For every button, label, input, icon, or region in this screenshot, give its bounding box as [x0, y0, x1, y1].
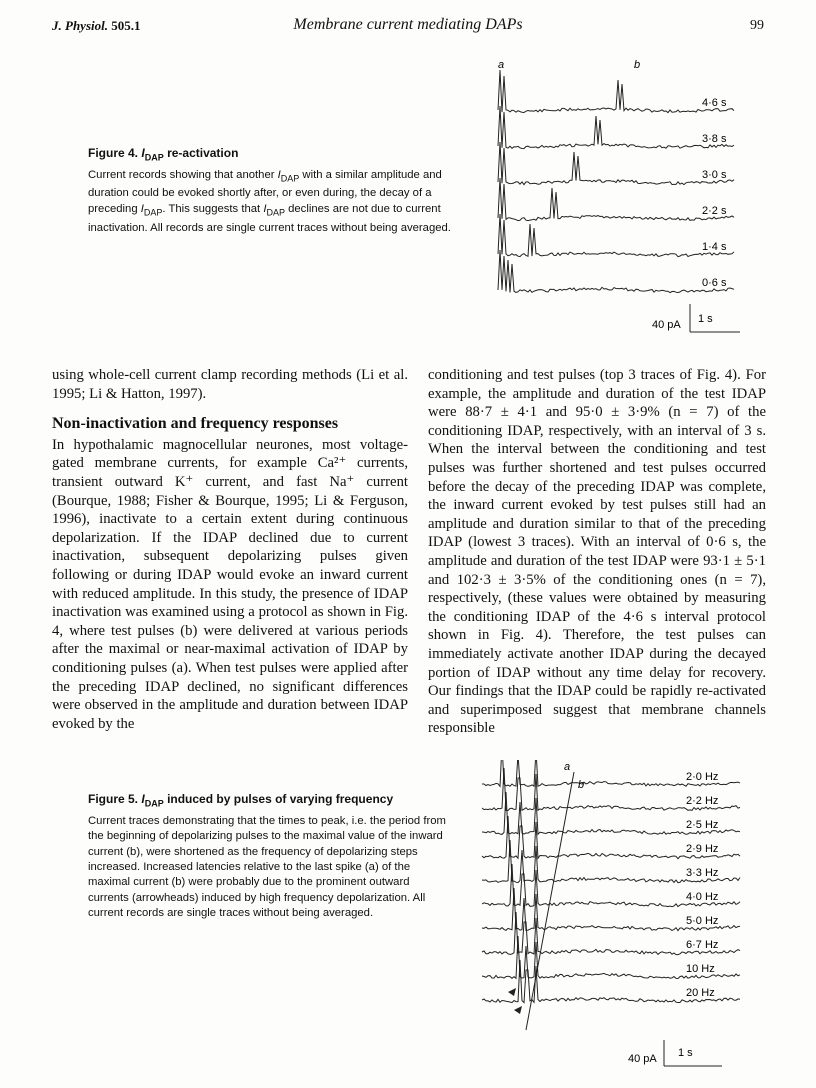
fig5-trace-label: 10 Hz [686, 963, 715, 975]
fig4-trace-label: 3·8 s [702, 133, 727, 145]
arrowhead-icon [508, 988, 516, 996]
fig5-trace-label: 4·0 Hz [686, 891, 719, 903]
fig4-trace [498, 70, 734, 113]
page-number: 99 [750, 18, 764, 33]
arrowhead-icon [514, 1006, 522, 1014]
fig4-label-b: b [634, 59, 641, 71]
fig4-trace [498, 250, 734, 293]
fig4-scale-current: 40 pA [652, 319, 681, 331]
fig4-trace [498, 178, 734, 221]
fig5-trace-label: 2·9 Hz [686, 843, 719, 855]
fig5-trace-label: 6·7 Hz [686, 939, 719, 951]
journal-name: J. Physiol. 505.1 [52, 18, 141, 33]
figure-5-caption [88, 792, 448, 922]
right-body: conditioning and test pulses (top 3 traces of Fig. 4). For example, the amplitude and duration of the test IDAP were 88·7 ± 4·1 and 95·0 ± 3·9% (n = 7) of the conditioning IDAP, respectively, with an interval of 3 s. When the interval between the conditioning and test pulses was further shortened and test pulses occurred before the decay of the preceding IDAP was complete, the inward current evoked by test pulses still had an amplitude and duration similar to that of the preceding IDAP (lowest 3 traces). With an interval of 0·6 s, the amplitude and duration of the test IDAP were 93·1 ± 5·1 and 102·3 ± 3·5% of the conditioning ones (n = 7), respectively, (these values were obtained by measuring the conditioning IDAP of the 4·6 s interval protocol shown in Fig. 4). Therefore, the test pulses can immediately activate another IDAP during the decayed portion of IDAP without any time delay for recovery. Our findings that the IDAP could be rapidly re-activated and superimposed suggest that membrane channels responsible [428, 367, 766, 737]
figure-5-title: Figure 5. $I_{DAP}$ induced by pulses of varying frequency [88, 792, 394, 809]
fig5-trace-label: 3·3 Hz [686, 867, 719, 879]
left-column [52, 366, 408, 733]
fig5-label-b: b [578, 779, 585, 791]
figure-4-title: Figure 4. $I_{DAP}$ re-activation [88, 146, 239, 163]
section-heading: Non-inactivation and frequency responses [52, 415, 339, 433]
fig5-trace-label: 2·5 Hz [686, 819, 719, 831]
fig5-scale-time: 1 s [678, 1047, 693, 1059]
figure-4-traces [480, 56, 750, 340]
journal-volume: 505.1 [111, 18, 141, 33]
fig4-trace-label: 0·6 s [702, 277, 727, 289]
fig5-trace-label: 5·0 Hz [686, 915, 719, 927]
fig5-trace-label: 20 Hz [686, 987, 715, 999]
fig5-scale-current: 40 pA [628, 1053, 657, 1065]
right-column [428, 366, 766, 738]
fig5-trace-label: 2·0 Hz [686, 771, 719, 783]
running-title: Membrane current mediating DAPs [293, 16, 523, 33]
fig4-trace [498, 214, 734, 257]
fig4-trace-label: 3·0 s [702, 169, 727, 181]
fig4-scale-time: 1 s [698, 313, 713, 325]
figure-4-caption [88, 146, 478, 236]
fig4-trace-label: 1·4 s [702, 241, 727, 253]
figure-5-caption-body: Current traces demonstrating that the times to peak, i.e. the period from the beginning of depolarizing pulses to the maximal value of the inward current (b), were shortened as the frequency of depolarizing steps increased. Increased latencies relative to the last spike (a) of the maximal current (b) were probably due to the prominent outward currents (arrowheads) induced by high frequency depolarization. All current records are single traces without being averaged. [88, 814, 446, 920]
fig4-trace-label: 4·6 s [702, 97, 727, 109]
left-body: In hypothalamic magnocellular neurones, most voltage-gated membrane currents, for example Ca²⁺ currents, transient outward K⁺ current, and fast Na⁺ current (Bourque, 1988; Fisher & Bourque, 1995; Li & Ferguson, 1996), inactivate to a certain extent during continuous depolarization. If the IDAP declined due to current inactivation, subsequent depolarizing pulses given following or during IDAP would evoke an inward current with reduced amplitude. In this study, the presence of IDAP inactivation was examined using a protocol as shown in Fig. 4, where test pulses (b) were delivered at various periods after the maximal or near-maximal activation of IDAP by conditioning pulses (a). When test pulses were applied after the preceding IDAP declined, no significant differences were observed in the amplitude and duration between IDAP evoked by the [52, 436, 408, 732]
left-intro: using whole-cell current clamp recording methods (Li et al. 1995; Li & Hatton, 1997). [52, 367, 408, 402]
figure-4-caption-body: Current records showing that another $I_{DAP}$ with a similar amplitude and duration could be evoked shortly after, or even during, the decay of a preceding $I_{DAP}$. This suggests that $I_{DAP}$ declines are not due to current inactivation. All records are single current traces without being averaged. [88, 168, 451, 234]
figure-5-traces [478, 760, 758, 1080]
fig5-trace-label: 2·2 Hz [686, 795, 719, 807]
fig4-label-a: a [498, 59, 505, 71]
fig4-trace-label: 2·2 s [702, 205, 727, 217]
fig5-label-a: a [564, 761, 571, 773]
fig4-trace [498, 106, 734, 149]
fig5-latency-line [526, 772, 574, 1030]
fig4-trace [498, 142, 734, 185]
